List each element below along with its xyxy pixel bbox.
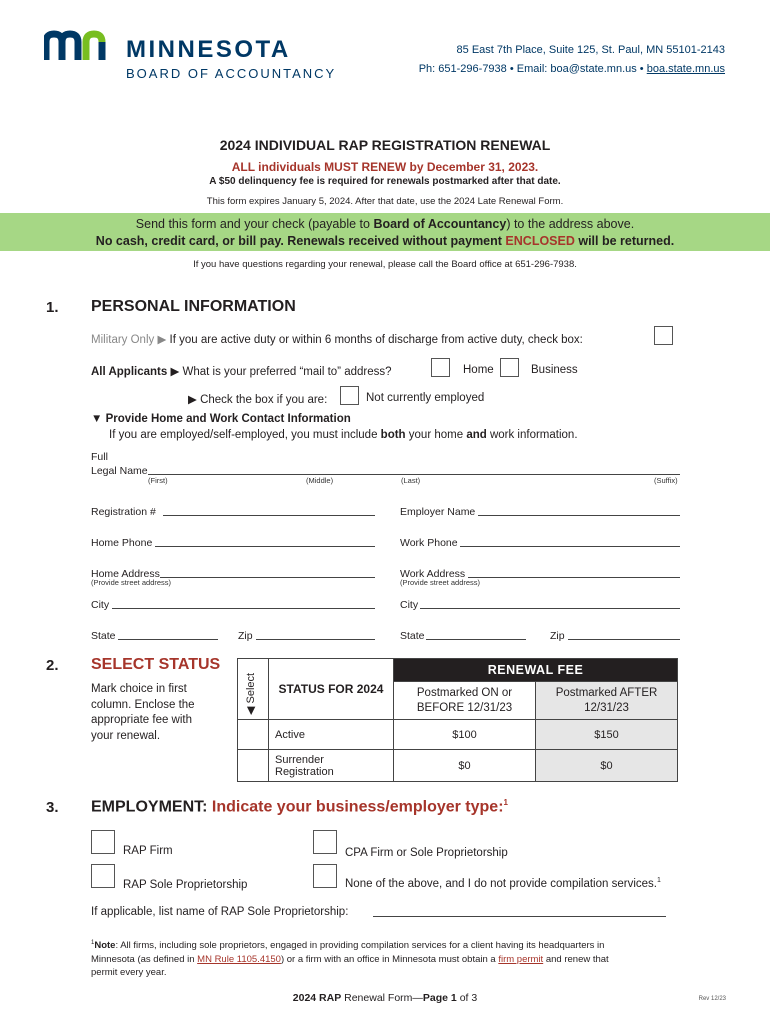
contact-heading-text: Provide Home and Work Contact Information <box>105 413 351 425</box>
heading-prompt: Indicate your business/employer type: <box>211 798 504 816</box>
work-city-input[interactable] <box>420 608 680 609</box>
check-box-prompt: Check the box if you are: <box>200 394 328 406</box>
heading-text: EMPLOYMENT: <box>91 798 212 816</box>
text: your home <box>405 429 467 441</box>
legal-name-label: Legal Name <box>91 465 148 477</box>
employer-name-input[interactable] <box>478 515 680 516</box>
business-option-label: Business <box>531 364 578 376</box>
banner-line-2 <box>0 233 770 250</box>
home-checkbox[interactable] <box>431 358 450 377</box>
note-text: : All firms, including sole proprietors, engaged in providing compilation services for a client having its headquarters in <box>115 940 605 952</box>
status-line: Registration <box>275 765 334 778</box>
work-zip-input[interactable] <box>568 639 680 640</box>
note-line <box>91 937 691 953</box>
cpa-firm-checkbox[interactable] <box>313 830 337 854</box>
header-line: Postmarked AFTER <box>555 686 658 699</box>
home-city-input[interactable] <box>112 608 375 609</box>
work-phone-label: Work Phone <box>400 537 458 549</box>
mn-rule-link[interactable]: MN Rule 1105.4150 <box>197 953 281 965</box>
section-3-heading <box>91 798 508 816</box>
business-checkbox[interactable] <box>500 358 519 377</box>
page-total: of 3 <box>456 992 478 1004</box>
note-label: Note <box>94 940 116 952</box>
footer-form: 2024 RAP <box>292 992 342 1004</box>
arrow-right-icon: ▶ <box>188 394 197 406</box>
contact-instructions <box>109 429 578 441</box>
contact-heading <box>91 413 351 425</box>
home-city-label: City <box>91 599 110 611</box>
select-label <box>244 673 257 715</box>
renewal-deadline: ALL individuals MUST RENEW by December 31, 2023. <box>231 160 539 174</box>
text: both <box>380 429 406 441</box>
org-name: MINNESOTA <box>126 36 291 63</box>
home-zip-input[interactable] <box>256 639 375 640</box>
payee: Board of Accountancy <box>373 217 507 231</box>
on-before-header <box>394 682 536 720</box>
none-text: None of the above, and I do not provide compilation services. <box>345 877 657 890</box>
banner-text: Send this form and your check (payable to <box>135 217 374 231</box>
select-text: Select <box>245 672 257 704</box>
instruction-line: column. Enclose the <box>91 698 195 711</box>
legal-name-input[interactable] <box>148 474 680 475</box>
status-surrender <box>269 750 394 782</box>
section-3-number: 3. <box>46 799 59 816</box>
employer-name-label: Employer Name <box>400 506 476 518</box>
table-row <box>238 720 678 750</box>
banner-line-1 <box>0 216 770 233</box>
note-line <box>91 953 691 967</box>
last-sublabel: (Last) <box>401 476 421 485</box>
all-applicants-label: All Applicants <box>91 366 168 378</box>
arrow-left-icon: ◀ <box>245 706 257 715</box>
delinquency-notice: A $50 delinquency fee is required for renewals postmarked after that date. <box>209 176 561 187</box>
expiration-notice: This form expires January 5, 2024. After that date, use the 2024 Late Renewal Form. <box>206 196 564 207</box>
surrender-select-cell[interactable] <box>238 750 269 782</box>
none-checkbox[interactable] <box>313 864 337 888</box>
registration-label: Registration # <box>91 506 156 518</box>
footnote-ref: 1 <box>656 877 661 884</box>
home-state-label: State <box>91 630 116 642</box>
fee-before: $100 <box>394 720 536 750</box>
rap-firm-checkbox[interactable] <box>91 830 115 854</box>
work-street-note: (Provide street address) <box>400 578 481 587</box>
military-text: If you are active duty or within 6 months of discharge from active duty, check box: <box>169 334 583 346</box>
questions-note: If you have questions regarding your renewal, please call the Board office at 651-296-7938. <box>193 259 577 270</box>
website-link[interactable]: boa.state.mn.us <box>646 63 725 75</box>
after-header <box>536 682 678 720</box>
home-address-label: Home Address <box>91 568 160 580</box>
text: If you are employed/self-employed, you must include <box>109 429 381 441</box>
military-checkbox[interactable] <box>654 326 673 345</box>
active-select-cell[interactable] <box>238 720 269 750</box>
home-phone-label: Home Phone <box>91 537 153 549</box>
firm-permit-link[interactable]: firm permit <box>498 953 544 965</box>
work-city-label: City <box>400 599 419 611</box>
not-employed-label: Not currently employed <box>366 392 485 404</box>
mn-logo-icon <box>44 30 114 67</box>
status-header: STATUS FOR 2024 <box>269 659 394 720</box>
military-label: Military Only <box>91 334 155 346</box>
section-2-number: 2. <box>46 657 59 674</box>
home-phone-input[interactable] <box>155 546 375 547</box>
not-employed-checkbox[interactable] <box>340 386 359 405</box>
first-sublabel: (First) <box>148 476 168 485</box>
form-title: 2024 INDIVIDUAL RAP REGISTRATION RENEWAL <box>219 137 551 153</box>
home-zip-label: Zip <box>238 630 253 642</box>
instruction-line: Mark choice in first <box>91 683 187 695</box>
note-text: Minnesota (as defined in <box>91 953 198 965</box>
select-column-header <box>238 659 269 720</box>
middle-sublabel: (Middle) <box>306 476 334 485</box>
contact-line <box>419 63 725 75</box>
page-number: Page 1 <box>422 992 457 1004</box>
revision-date: Rev 12/23 <box>698 996 726 1002</box>
sole-prop-name-input[interactable] <box>373 916 666 917</box>
contact-text: Ph: 651-296-7938 • Email: boa@state.mn.us • <box>418 63 647 75</box>
mail-to-row <box>91 364 392 378</box>
work-state-label: State <box>400 630 425 642</box>
fee-before: $0 <box>394 750 536 782</box>
work-zip-label: Zip <box>550 630 565 642</box>
sole-prop-name-label: If applicable, list name of RAP Sole Proprietorship: <box>91 906 349 918</box>
home-address-input[interactable] <box>160 577 375 578</box>
section-1-number: 1. <box>46 299 59 316</box>
status-line: Surrender <box>275 753 324 766</box>
payment-banner <box>0 213 770 251</box>
home-option-label: Home <box>463 364 494 376</box>
work-state-input[interactable] <box>426 639 526 640</box>
footnote-ref: 1 <box>503 798 508 807</box>
header-line: Postmarked ON or <box>416 686 513 699</box>
fee-after: $0 <box>536 750 678 782</box>
office-address: 85 East 7th Place, Suite 125, St. Paul, MN 55101-2143 <box>456 44 725 56</box>
footer-text: Renewal Form— <box>341 992 423 1004</box>
instruction-line: your renewal. <box>91 729 161 742</box>
instruction-line: appropriate fee with <box>91 714 193 726</box>
rap-firm-label: RAP Firm <box>123 845 173 857</box>
note-line: permit every year. <box>91 967 167 979</box>
table-row <box>238 750 678 782</box>
rap-sole-checkbox[interactable] <box>91 864 115 888</box>
text: and <box>466 429 487 441</box>
enclosed-word: ENCLOSED <box>505 234 575 248</box>
page-footer <box>0 992 770 1004</box>
arrow-right-icon: ▶ <box>157 334 167 346</box>
note-text: ) or a firm with an office in Minnesota must obtain a <box>280 953 499 965</box>
header-line: BEFORE 12/31/23 <box>416 701 513 714</box>
military-row <box>91 332 583 346</box>
status-active: Active <box>269 720 394 750</box>
full-label: Full <box>91 451 108 463</box>
banner-text: No cash, credit card, or bill pay. Renewals received without payment <box>95 234 506 248</box>
rap-sole-label: RAP Sole Proprietorship <box>123 879 248 891</box>
none-label <box>345 877 661 890</box>
section-1-heading: PERSONAL INFORMATION <box>91 298 296 315</box>
banner-text: ) to the address above. <box>506 217 635 231</box>
footnote <box>91 937 691 980</box>
home-street-note: (Provide street address) <box>91 578 172 587</box>
mail-to-question: What is your preferred “mail to” address? <box>182 366 392 378</box>
footnote-number: 1 <box>91 940 95 946</box>
home-state-input[interactable] <box>118 639 218 640</box>
registration-input[interactable] <box>163 515 375 516</box>
section-2-heading: SELECT STATUS <box>91 656 221 673</box>
arrow-down-icon: ▼ <box>91 413 103 425</box>
org-subtitle: BOARD OF ACCOUNTANCY <box>126 66 337 81</box>
text: work information. <box>486 429 578 441</box>
renewal-fee-table <box>237 658 678 782</box>
banner-text: will be returned. <box>574 234 675 248</box>
work-address-label: Work Address <box>400 568 466 580</box>
arrow-right-icon: ▶ <box>170 366 180 378</box>
fee-after: $150 <box>536 720 678 750</box>
note-text: and renew that <box>543 953 609 965</box>
renewal-fee-header: RENEWAL FEE <box>394 659 678 682</box>
status-instructions <box>91 682 195 744</box>
header-line: 12/31/23 <box>584 701 629 714</box>
cpa-firm-label: CPA Firm or Sole Proprietorship <box>345 847 508 859</box>
work-phone-input[interactable] <box>460 546 680 547</box>
suffix-sublabel: (Suffix) <box>654 476 678 485</box>
employment-check-row <box>188 392 327 406</box>
work-address-input[interactable] <box>468 577 680 578</box>
